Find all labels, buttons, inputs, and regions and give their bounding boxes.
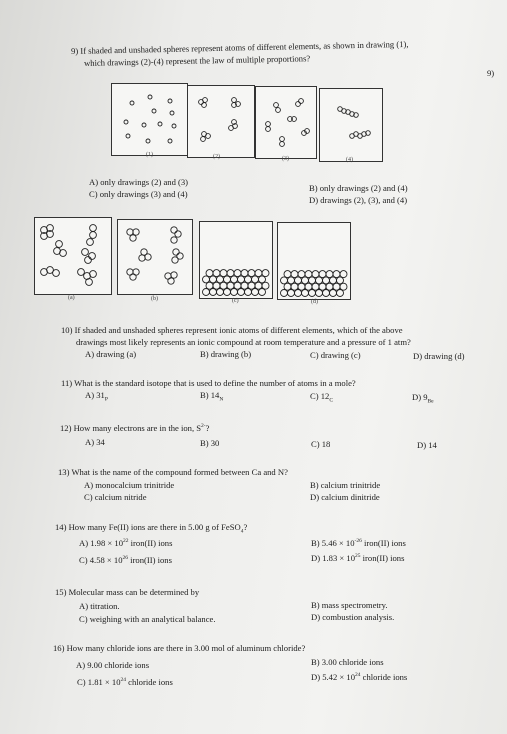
margin-question-number: 9): [487, 68, 495, 78]
q11-stem: 11) What is the standard isotope that is used to define the number of atoms in a mole?: [61, 378, 356, 388]
q13-choice-c: C) calcium nitride: [84, 492, 147, 502]
q9-caption-4: (4): [346, 157, 353, 163]
q11-choice-a: A) $31_P$: [85, 390, 108, 403]
q12-choice-d: D) 14: [417, 440, 437, 450]
q9-caption-2: (2): [213, 154, 220, 160]
q15-choice-c: C) weighing with an analytical balance.: [79, 614, 216, 624]
q12-choice-a: A) 34: [85, 437, 105, 447]
q10-choice-b: B) drawing (b): [200, 349, 252, 359]
q15-choice-a: A) titration.: [79, 601, 120, 611]
q11-choice-c: C) $12_C$: [310, 391, 334, 404]
q13-choice-b: B) calcium trinitride: [310, 480, 381, 490]
q14-choice-d: D) $1.83 \times 10^{25}$ iron(II) ions: [311, 553, 405, 563]
q10-choice-c: C) drawing (c): [310, 350, 361, 360]
q10-drawing-d: [277, 222, 351, 300]
q10-choice-a: A) drawing (a): [85, 349, 137, 359]
q10-caption-d: (d): [311, 299, 318, 305]
q9-stem-line2: which drawings (2)-(4) represent the law of multiple proportions?: [83, 53, 311, 68]
q14-choice-c: C) $4.58 \times 10^{26}$ iron(II) ions: [79, 555, 172, 565]
q9-drawing-2: [187, 85, 255, 158]
q10-drawing-c: [199, 221, 273, 299]
q9-stem-line1: 9) If shaded and unshaded spheres represent atoms of different elements, as shown in drawing (1),: [70, 38, 409, 56]
q10-drawing-a: [34, 217, 112, 295]
q10-drawing-b: [117, 219, 193, 295]
q13-choice-d: D) calcium dinitride: [310, 492, 380, 502]
q10-caption-b: (b): [151, 296, 158, 302]
q13-stem: 13) What is the name of the compound formed between Ca and N?: [58, 467, 288, 477]
q15-choice-d: D) combustion analysis.: [311, 612, 395, 622]
q13-choice-a: A) monocalcium trinitride: [84, 480, 175, 490]
q10-caption-a: (a): [68, 295, 75, 301]
q10-stem-line1: 10) If shaded and unshaded spheres represent ionic atoms of different elements, which of the above: [61, 325, 403, 335]
q16-choice-b: B) 3.00 chloride ions: [311, 657, 384, 667]
q15-stem: 15) Molecular mass can be determined by: [55, 587, 200, 597]
q14-choice-b: B) $5.46 \times 10^{-26}$ iron(II) ions: [311, 538, 406, 548]
q10-stem-line2: drawings most likely represents an ionic compound at room temperature and a pressure of 1 atm?: [76, 337, 411, 347]
q16-choice-c: C) $1.81 \times 10^{24}$ chloride ions: [77, 677, 173, 687]
q9-caption-3: (3): [282, 156, 289, 162]
q9-drawing-4: [319, 88, 383, 162]
q9-choice-a: A) only drawings (2) and (3): [89, 177, 189, 187]
q11-choice-d: D) $9_{Be}$: [412, 392, 434, 405]
q14-stem: 14) How many Fe(II) ions are there in 5.00 g of FeSO$_4$?: [55, 522, 248, 535]
q9-choice-d: D) drawings (2), (3), and (4): [309, 195, 408, 205]
q16-choice-a: A) 9.00 chloride ions: [76, 660, 150, 670]
q10-choice-d: D) drawing (d): [413, 351, 465, 361]
q9-drawing-3: [255, 86, 317, 159]
q14-choice-a: A) $1.98 \times 10^{22}$ iron(II) ions: [79, 538, 173, 548]
q16-stem: 16) How many chloride ions are there in 3.00 mol of aluminum chloride?: [53, 643, 306, 653]
q9-drawing-1: [111, 83, 188, 156]
q9-caption-1: (1): [146, 152, 153, 158]
q16-choice-d: D) $5.42 \times 10^{24}$ chloride ions: [311, 672, 408, 682]
q10-caption-c: (c): [232, 298, 239, 304]
q12-choice-b: B) 30: [200, 438, 220, 448]
q9-choice-b: B) only drawings (2) and (4): [309, 183, 408, 193]
q12-choice-c: C) 18: [311, 439, 331, 449]
q9-choice-c: C) only drawings (3) and (4): [89, 189, 188, 199]
q12-stem: 12) How many electrons are in the ion, $S^{2-}$?: [60, 423, 210, 433]
q11-choice-b: B) $14_N$: [200, 390, 224, 403]
q15-choice-b: B) mass spectrometry.: [311, 600, 388, 610]
